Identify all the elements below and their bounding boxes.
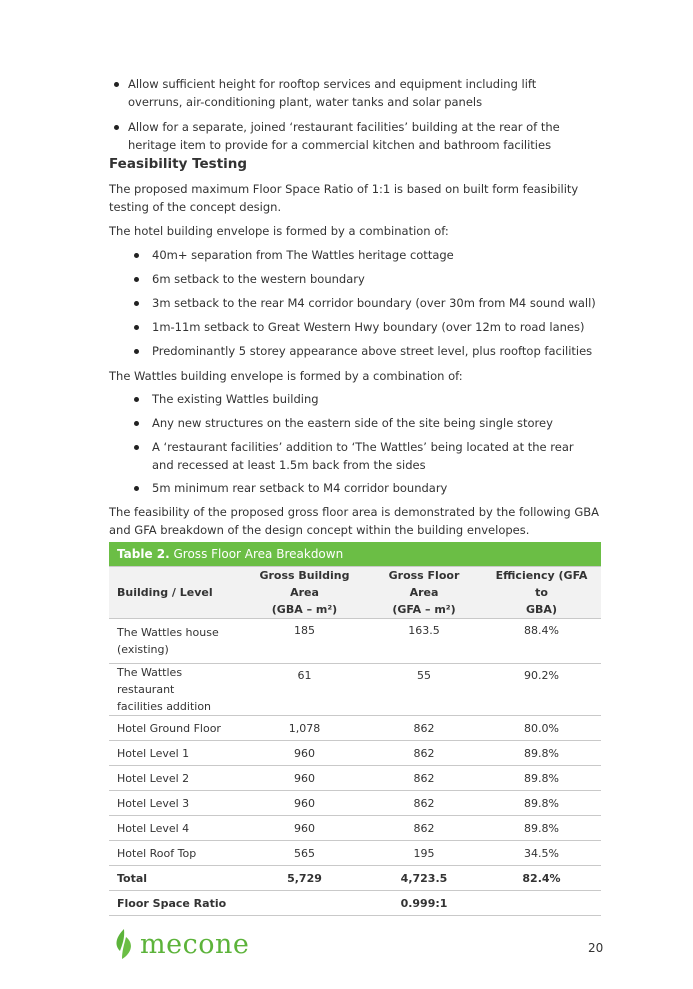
row-efficiency: 89.8% xyxy=(482,816,601,841)
header-efficiency-line1: Efficiency (GFA to xyxy=(495,569,588,599)
row-efficiency: 34.5% xyxy=(482,841,601,866)
hotel-bullet-4: 1m-11m setback to Great Western Hwy boundary (over 12m to road lanes) xyxy=(152,320,585,334)
row-gfa: 862 xyxy=(366,791,482,816)
total-label: Total xyxy=(109,866,243,891)
bullet-dot xyxy=(134,445,139,450)
bullet-dot xyxy=(134,486,139,491)
wattles-bullet-1: The existing Wattles building xyxy=(152,392,319,406)
row-gfa: 55 xyxy=(366,664,482,716)
hotel-bullet-5: Predominantly 5 storey appearance above street level, plus rooftop facilities xyxy=(152,344,593,358)
fsr-paragraph xyxy=(109,180,604,216)
row-label-line2: (existing) xyxy=(117,643,169,656)
bullet-dot xyxy=(134,397,139,402)
table-caption-label: Table 2. xyxy=(117,547,170,561)
bullet-dot xyxy=(114,125,119,130)
row-efficiency: 88.4% xyxy=(482,619,601,664)
row-gfa: 862 xyxy=(366,716,482,741)
row-gba: 960 xyxy=(243,791,366,816)
table-total-row xyxy=(109,866,601,891)
header-gba-line1: Gross Building Area xyxy=(259,569,350,599)
bullet-dot xyxy=(134,277,139,282)
row-label xyxy=(109,664,243,716)
table-row xyxy=(109,664,601,716)
bullet-dot xyxy=(134,349,139,354)
row-label-line2: facilities addition xyxy=(117,700,212,713)
wattles-intro: The Wattles building envelope is formed by a combination of: xyxy=(109,369,463,383)
top-bullet-1 xyxy=(128,75,583,111)
row-gfa: 862 xyxy=(366,766,482,791)
fsr-label: Floor Space Ratio xyxy=(109,891,243,916)
row-label: Hotel Level 4 xyxy=(109,816,243,841)
fsr-value: 0.999:1 xyxy=(366,891,482,916)
wattles-bullet-3-line1: A ‘restaurant facilities’ addition to ‘The Wattles’ being located at the rear xyxy=(152,440,574,454)
mecone-logo xyxy=(110,927,249,961)
row-gba: 960 xyxy=(243,741,366,766)
top-bullet-2-line1: Allow for a separate, joined ‘restaurant facilities’ building at the rear of the xyxy=(128,120,560,134)
row-label: Hotel Ground Floor xyxy=(109,716,243,741)
row-efficiency: 80.0% xyxy=(482,716,601,741)
row-label: Hotel Level 3 xyxy=(109,791,243,816)
row-efficiency: 89.8% xyxy=(482,741,601,766)
row-gfa: 862 xyxy=(366,741,482,766)
total-efficiency: 82.4% xyxy=(482,866,601,891)
row-gfa: 163.5 xyxy=(366,619,482,664)
wattles-bullet-3-line2: and recessed at least 1.5m back from the sides xyxy=(152,458,426,472)
table-row xyxy=(109,816,601,841)
table-caption xyxy=(109,542,601,567)
header-building-level: Building / Level xyxy=(109,567,243,619)
row-efficiency: 89.8% xyxy=(482,766,601,791)
row-gfa: 862 xyxy=(366,816,482,841)
bullet-dot xyxy=(134,421,139,426)
bullet-dot xyxy=(114,82,119,87)
hotel-intro: The hotel building envelope is formed by a combination of: xyxy=(109,224,449,238)
wattles-bullet-2: Any new structures on the eastern side of the site being single storey xyxy=(152,416,553,430)
row-gfa: 195 xyxy=(366,841,482,866)
top-bullet-2 xyxy=(128,118,583,154)
row-label: Hotel Roof Top xyxy=(109,841,243,866)
fsr-efficiency xyxy=(482,891,601,916)
table-row xyxy=(109,716,601,741)
row-label: Hotel Level 1 xyxy=(109,741,243,766)
top-bullet-1-line1: Allow sufficient height for rooftop services and equipment including lift xyxy=(128,77,537,91)
row-label: Hotel Level 2 xyxy=(109,766,243,791)
top-bullet-2-line2: heritage item to provide for a commercial kitchen and bathroom facilities xyxy=(128,138,552,152)
header-gba xyxy=(243,567,366,619)
row-gba: 185 xyxy=(243,619,366,664)
row-label xyxy=(109,619,243,664)
page-number: 20 xyxy=(588,941,604,955)
bullet-dot xyxy=(134,301,139,306)
total-gba: 5,729 xyxy=(243,866,366,891)
table-header-row xyxy=(109,567,601,619)
gba-paragraph-line1: The feasibility of the proposed gross floor area is demonstrated by the following GBA xyxy=(109,505,600,519)
gba-paragraph xyxy=(109,503,604,539)
hotel-bullet-1: 40m+ separation from The Wattles heritage cottage xyxy=(152,248,454,262)
header-gfa-line2: (GFA – m²) xyxy=(392,603,456,616)
leaf-icon xyxy=(110,927,136,961)
row-gba: 960 xyxy=(243,766,366,791)
table-caption-text: Gross Floor Area Breakdown xyxy=(173,547,344,561)
logo-text: mecone xyxy=(140,928,250,960)
gfa-breakdown-table xyxy=(109,542,601,916)
section-heading: Feasibility Testing xyxy=(109,156,248,172)
row-gba: 1,078 xyxy=(243,716,366,741)
table-row xyxy=(109,791,601,816)
row-gba: 61 xyxy=(243,664,366,716)
wattles-bullet-3 xyxy=(152,438,602,474)
row-gba: 565 xyxy=(243,841,366,866)
fsr-gba xyxy=(243,891,366,916)
table-caption-row xyxy=(109,542,601,567)
table-row xyxy=(109,741,601,766)
total-gfa: 4,723.5 xyxy=(366,866,482,891)
row-gba: 960 xyxy=(243,816,366,841)
table-row xyxy=(109,841,601,866)
wattles-bullet-4: 5m minimum rear setback to M4 corridor boundary xyxy=(152,481,448,495)
header-gfa xyxy=(366,567,482,619)
header-gba-line2: (GBA – m²) xyxy=(271,603,338,616)
hotel-bullet-3: 3m setback to the rear M4 corridor boundary (over 30m from M4 sound wall) xyxy=(152,296,596,310)
fsr-paragraph-line2: testing of the concept design. xyxy=(109,200,282,214)
header-efficiency-line2: GBA) xyxy=(526,603,557,616)
table-row xyxy=(109,619,601,664)
header-gfa-line1: Gross Floor Area xyxy=(388,569,460,599)
header-efficiency xyxy=(482,567,601,619)
row-label-line1: The Wattles house xyxy=(117,626,219,639)
table-fsr-row xyxy=(109,891,601,916)
fsr-paragraph-line1: The proposed maximum Floor Space Ratio of 1:1 is based on built form feasibility xyxy=(109,182,579,196)
bullet-dot xyxy=(134,325,139,330)
table-row xyxy=(109,766,601,791)
gba-paragraph-line2: and GFA breakdown of the design concept within the building envelopes. xyxy=(109,523,530,537)
row-efficiency: 90.2% xyxy=(482,664,601,716)
bullet-dot xyxy=(134,253,139,258)
row-efficiency: 89.8% xyxy=(482,791,601,816)
row-label-line1: The Wattles restaurant xyxy=(117,666,183,696)
hotel-bullet-2: 6m setback to the western boundary xyxy=(152,272,365,286)
top-bullet-1-line2: overruns, air-conditioning plant, water tanks and solar panels xyxy=(128,95,483,109)
